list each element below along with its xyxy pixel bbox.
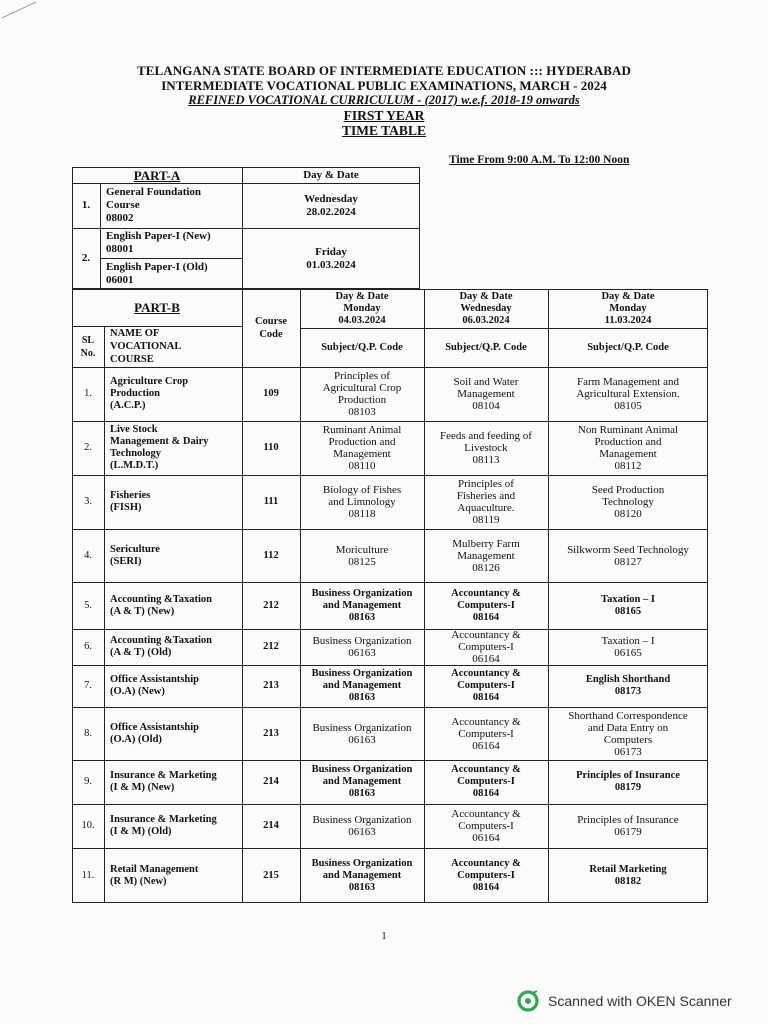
- row-5-s3: Taxation – I 08165: [601, 593, 655, 617]
- part-a-row-no: 2.: [81, 252, 91, 264]
- row-3-s2: Principles of Fisheries and Aquaculture. 08119: [456, 478, 516, 526]
- subject-code-header: Subject/Q.P. Code: [321, 342, 403, 353]
- row-9-s2: Accountancy & Computers-I 08164: [451, 764, 521, 799]
- row-4-s3: Silkworm Seed Technology 08127: [567, 543, 689, 568]
- row-9-code: 214: [263, 776, 279, 787]
- row-4-code: 112: [263, 549, 279, 561]
- part-a-subject: General Foundation Course 08002: [106, 186, 202, 224]
- row-11-s2: Accountancy & Computers-I 08164: [451, 857, 521, 893]
- row-10-s3: Principles of Insurance 06179: [577, 814, 679, 838]
- row-11-no: 11.: [81, 869, 95, 881]
- row-6-no: 6.: [84, 641, 92, 652]
- row-2-s2: Feeds and feeding of Livestock 08113: [440, 430, 532, 466]
- part-a-subject: English Paper-I (Old) 06001: [106, 260, 208, 286]
- timetable-title: TIME TABLE: [342, 123, 426, 138]
- row-5-no: 5.: [84, 599, 92, 611]
- row-5-s2: Accountancy & Computers-I 08164: [451, 587, 521, 623]
- row-2-s1: Ruminant Animal Production and Management 08110: [322, 424, 402, 472]
- exam-title: INTERMEDIATE VOCATIONAL PUBLIC EXAMINATIONS, MARCH - 2024: [161, 78, 607, 93]
- row-1-no: 1.: [84, 388, 92, 399]
- row-4-name: Sericulture (SERI): [110, 543, 160, 567]
- part-a-date: Friday 01.03.2024: [306, 245, 356, 271]
- row-4-s2: Mulberry Farm Management 08126: [452, 537, 520, 574]
- row-6-s1: Business Organization 06163: [312, 635, 412, 659]
- year-title: FIRST YEAR: [343, 108, 425, 123]
- row-8-no: 8.: [84, 727, 92, 739]
- part-a-row-no: 1.: [81, 199, 91, 211]
- row-10-no: 10.: [81, 820, 95, 831]
- row-2-name: Live Stock Management & Dairy Technology (L.M.D.T.): [110, 424, 209, 471]
- scanner-text: Scanned with OKEN Scanner: [548, 993, 732, 1009]
- row-7-s3: English Shorthand 08173: [585, 674, 671, 697]
- row-8-name: Office Assistantship (O.A) (Old): [110, 721, 199, 745]
- row-7-no: 7.: [84, 680, 92, 691]
- row-10-s2: Accountancy & Computers-I 06164: [451, 808, 521, 844]
- row-5-name: Accounting &Taxation (A & T) (New): [110, 593, 213, 617]
- curriculum-title: REFINED VOCATIONAL CURRICULUM - (2017) w.e.f. 2018-19 onwards: [188, 93, 580, 107]
- row-9-s1: Business Organization and Management 08163: [311, 764, 413, 799]
- row-1-name: Agriculture Crop Production (A.C.P.): [110, 376, 189, 411]
- row-7-s1: Business Organization and Management 08163: [311, 668, 413, 703]
- row-11-s3: Retail Marketing 08182: [589, 863, 667, 887]
- row-8-code: 213: [263, 727, 279, 739]
- row-5-code: 212: [263, 599, 279, 611]
- row-1-s1: Principles of Agricultural Crop Production 08103: [322, 370, 402, 418]
- part-a-date: Wednesday 28.02.2024: [304, 192, 358, 218]
- row-10-s1: Business Organization 06163: [312, 814, 412, 838]
- row-7-s2: Accountancy & Computers-I 08164: [451, 668, 521, 703]
- row-9-s3: Principles of Insurance 08179: [576, 770, 680, 793]
- row-1-s2: Soil and Water Management 08104: [453, 376, 519, 412]
- row-8-s2: Accountancy & Computers-I 06164: [451, 715, 521, 752]
- row-5-s1: Business Organization and Management 08163: [311, 587, 413, 623]
- row-7-code: 213: [263, 680, 279, 691]
- row-2-no: 2.: [84, 442, 92, 453]
- page-number: 1: [381, 930, 387, 942]
- row-8-s3: Shorthand Correspondence and Data Entry on Computers 06173: [568, 709, 688, 758]
- subject-code-header: Subject/Q.P. Code: [445, 342, 527, 353]
- scanner-watermark: [517, 990, 732, 1012]
- row-4-s1: Moriculture 08125: [335, 543, 389, 568]
- board-title: TELANGANA STATE BOARD OF INTERMEDIATE EDUCATION ::: HYDERABAD: [136, 63, 631, 78]
- row-6-name: Accounting &Taxation (A & T) (Old): [110, 635, 213, 658]
- row-7-name: Office Assistantship (O.A) (New): [110, 674, 199, 697]
- row-1-code: 109: [263, 388, 279, 399]
- part-b-title: PART-B: [134, 300, 180, 315]
- row-3-s1: Biology of Fishes and Limnology 08118: [322, 484, 402, 520]
- corner-pen-mark: [0, 0, 40, 20]
- row-4-no: 4.: [84, 549, 92, 561]
- row-3-code: 111: [263, 496, 279, 507]
- row-1-s3: Farm Management and Agricultural Extension. 08105: [576, 376, 680, 412]
- row-6-s3: Taxation – I 06165: [601, 635, 655, 659]
- row-6-code: 212: [263, 641, 279, 652]
- course-name-header: NAME OF VOCATIONAL COURSE: [110, 328, 182, 365]
- day-date-header-2: Day & Date Wednesday 06.03.2024: [459, 290, 513, 326]
- row-3-no: 3.: [84, 496, 92, 507]
- subject-code-header: Subject/Q.P. Code: [587, 342, 669, 353]
- row-3-s3: Seed Production Technology 08120: [591, 484, 665, 520]
- row-8-s1: Business Organization 06163: [312, 721, 412, 746]
- day-date-header-3: Day & Date Monday 11.03.2024: [601, 290, 655, 326]
- row-11-name: Retail Management (R M) (New): [110, 863, 199, 887]
- row-9-no: 9.: [84, 776, 92, 787]
- row-2-s3: Non Ruminant Animal Production and Management 08112: [577, 424, 679, 472]
- part-a-title: PART-A: [133, 167, 181, 183]
- row-3-name: Fisheries (FISH): [110, 490, 151, 513]
- row-6-s2: Accountancy & Computers-I 06164: [451, 629, 521, 665]
- row-11-s1: Business Organization and Management 08163: [311, 857, 413, 893]
- row-11-code: 215: [263, 869, 279, 881]
- course-code-header: Course Code: [254, 316, 288, 340]
- day-date-header-1: Day & Date Monday 04.03.2024: [335, 290, 389, 326]
- row-10-code: 214: [263, 820, 279, 831]
- row-9-name: Insurance & Marketing (I & M) (New): [110, 770, 217, 793]
- part-a-date-header: Day & Date: [303, 168, 359, 181]
- exam-time: Time From 9:00 A.M. To 12:00 Noon: [449, 154, 630, 166]
- row-10-name: Insurance & Marketing (I & M) (Old): [110, 814, 217, 837]
- row-2-code: 110: [263, 442, 279, 453]
- part-a-subject: English Paper-I (New) 08001: [106, 230, 211, 255]
- sl-no-header: SL No.: [80, 334, 96, 359]
- oken-scanner-logo-icon: [517, 990, 539, 1012]
